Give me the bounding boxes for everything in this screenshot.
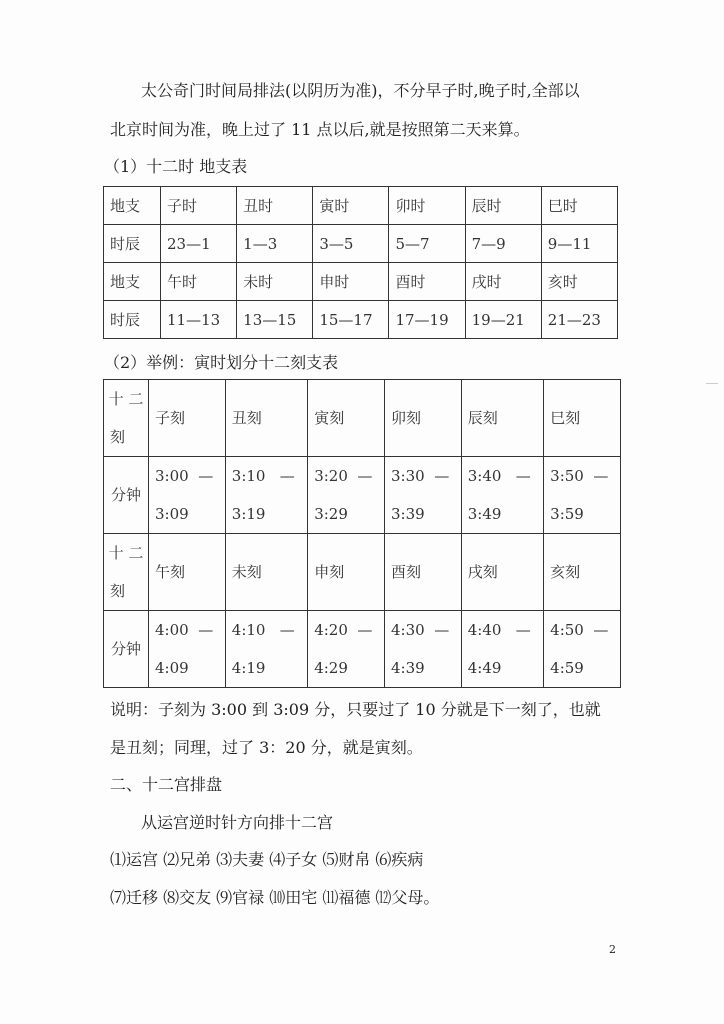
row-label-bottom: 刻 — [110, 428, 126, 446]
table-row — [104, 225, 618, 263]
intro-line-2: 北京时间为准，晚上过了 11 点以后,就是按照第二天来算。 — [110, 120, 530, 139]
table-cell — [308, 380, 385, 457]
table-cell: 丑时 — [237, 187, 313, 225]
table-cell: 1—3 — [237, 225, 313, 263]
table-cell: 5—7 — [389, 225, 465, 263]
table-cell: 戌时 — [465, 263, 541, 301]
table-row — [104, 301, 618, 339]
cell-line-2: 4:39 — [390, 659, 425, 677]
cell-line-1: 3:20 — — [314, 467, 373, 485]
row-label-cell — [104, 534, 149, 611]
table-cell — [225, 611, 307, 688]
table-cell — [308, 534, 385, 611]
cell-line-1: 酉刻 — [390, 563, 421, 581]
table-cell: 9—11 — [541, 225, 617, 263]
section-1-title: （1）十二时 地支表 — [104, 157, 248, 176]
table-cell: 辰时 — [465, 187, 541, 225]
quarter-division-table — [103, 379, 621, 688]
cell-line-1: 子刻 — [155, 409, 186, 427]
note-line-2: 是丑刻；同理，过了 3：20 分，就是寅刻。 — [110, 738, 423, 757]
cell-line-1: 申刻 — [314, 563, 345, 581]
table-cell — [544, 457, 621, 534]
cell-line-1: 4:20 — — [314, 621, 373, 639]
row-label-top: 十 二 — [108, 390, 144, 408]
section-2-title: （2）举例：寅时划分十二刻支表 — [104, 353, 339, 372]
table-cell: 19—21 — [465, 301, 541, 339]
heading-twelve-palaces: 二、十二宫排盘 — [110, 775, 223, 794]
cell-line-1: 4:30 — — [390, 621, 450, 639]
row-label-cell: 地支 — [104, 263, 161, 301]
table-cell: 午时 — [161, 263, 237, 301]
cell-line-2: 3:39 — [390, 505, 425, 523]
table-cell: 3—5 — [313, 225, 389, 263]
table-cell: 申时 — [313, 263, 389, 301]
cell-line-2: 3:29 — [314, 505, 348, 523]
row-label-top: 分钟 — [110, 640, 141, 658]
table-cell: 酉时 — [389, 263, 465, 301]
table-cell: 11—13 — [161, 301, 237, 339]
row-label-cell: 时辰 — [104, 225, 161, 263]
table-cell — [461, 611, 543, 688]
row-label-cell: 时辰 — [104, 301, 161, 339]
table-cell — [461, 457, 543, 534]
cell-line-1: 辰刻 — [467, 409, 498, 427]
cell-line-1: 4:00 — — [155, 621, 214, 639]
table-cell — [384, 611, 461, 688]
cell-line-2: 3:49 — [467, 505, 502, 523]
earthly-branch-table — [103, 186, 618, 339]
table-cell — [384, 534, 461, 611]
row-label-cell: 地支 — [104, 187, 161, 225]
table-cell: 寅时 — [313, 187, 389, 225]
table-cell: 亥时 — [541, 263, 617, 301]
table-cell — [149, 611, 226, 688]
table-cell: 15—17 — [313, 301, 389, 339]
note-line-1: 说明：子刻为 3:00 到 3:09 分，只要过了 10 分就是下一刻了，也就 — [110, 700, 601, 719]
table-row — [104, 380, 621, 457]
cell-line-2: 4:09 — [155, 659, 189, 677]
table-cell — [384, 457, 461, 534]
cell-line-1: 卯刻 — [390, 409, 421, 427]
table-cell: 巳时 — [541, 187, 617, 225]
table-row — [104, 534, 621, 611]
cell-line-1: 寅刻 — [314, 409, 345, 427]
cell-line-1: 4:40 — — [467, 621, 531, 639]
table-row — [104, 187, 618, 225]
cell-line-1: 4:50 — — [550, 621, 609, 639]
row-label-cell — [104, 611, 149, 688]
row-label-bottom: 刻 — [110, 582, 126, 600]
cell-line-1: 午刻 — [155, 563, 186, 581]
cell-line-1: 丑刻 — [231, 409, 262, 427]
table-cell: 17—19 — [389, 301, 465, 339]
table-cell — [149, 380, 226, 457]
cell-line-1: 未刻 — [231, 563, 262, 581]
cell-line-1: 亥刻 — [550, 563, 581, 581]
palace-list-line-1: ⑴运宫 ⑵兄弟 ⑶夫妻 ⑷子女 ⑸财帛 ⑹疾病 — [110, 850, 424, 869]
table-cell — [461, 380, 543, 457]
table-cell: 13—15 — [237, 301, 313, 339]
table-cell: 21—23 — [541, 301, 617, 339]
page-number: 2 — [609, 943, 616, 956]
row-label-top: 分钟 — [110, 486, 141, 504]
cell-line-1: 3:00 — — [155, 467, 214, 485]
scan-edge-mark — [706, 383, 718, 384]
table-cell — [544, 534, 621, 611]
table-cell: 卯时 — [389, 187, 465, 225]
table-row — [104, 263, 618, 301]
row-label-top: 十 二 — [108, 544, 144, 562]
table-cell — [384, 380, 461, 457]
intro-line-1: 太公奇门时间局排法(以阴历为准)，不分早子时,晚子时,全部以 — [141, 81, 580, 100]
cell-line-2: 3:59 — [550, 505, 584, 523]
cell-line-2: 3:19 — [231, 505, 266, 523]
cell-line-2: 4:19 — [231, 659, 266, 677]
cell-line-1: 3:30 — — [390, 467, 450, 485]
table-row — [104, 611, 621, 688]
table-cell — [225, 380, 307, 457]
table-cell — [149, 534, 226, 611]
row-label-cell — [104, 457, 149, 534]
cell-line-1: 3:40 — — [467, 467, 531, 485]
table-cell: 未时 — [237, 263, 313, 301]
table-cell — [308, 457, 385, 534]
cell-line-2: 4:49 — [467, 659, 502, 677]
table-cell: 子时 — [161, 187, 237, 225]
table-cell — [149, 457, 226, 534]
table-cell — [225, 534, 307, 611]
cell-line-1: 4:10 — — [231, 621, 295, 639]
table-cell — [308, 611, 385, 688]
table-cell — [225, 457, 307, 534]
cell-line-1: 戌刻 — [467, 563, 498, 581]
table-row — [104, 457, 621, 534]
table-cell: 7—9 — [465, 225, 541, 263]
cell-line-2: 3:09 — [155, 505, 189, 523]
row-label-cell — [104, 380, 149, 457]
cell-line-2: 4:59 — [550, 659, 584, 677]
cell-line-2: 4:29 — [314, 659, 348, 677]
cell-line-1: 巳刻 — [550, 409, 581, 427]
table-cell — [461, 534, 543, 611]
table-cell — [544, 380, 621, 457]
table-cell — [544, 611, 621, 688]
palace-list-line-2: ⑺迁移 ⑻交友 ⑼官禄 ⑽田宅 ⑾福德 ⑿父母。 — [110, 888, 440, 907]
cell-line-1: 3:10 — — [231, 467, 295, 485]
cell-line-1: 3:50 — — [550, 467, 609, 485]
palace-intro: 从运宫逆时针方向排十二宫 — [141, 813, 334, 832]
table-cell: 23—1 — [161, 225, 237, 263]
